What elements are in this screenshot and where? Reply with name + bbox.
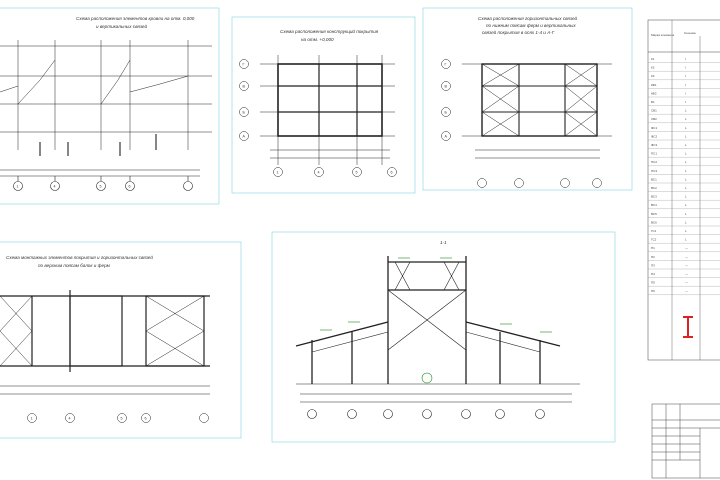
bl-axis-label: 6 bbox=[144, 416, 147, 421]
spec-section: — bbox=[685, 246, 688, 251]
spec-section: — bbox=[685, 263, 688, 268]
spec-table bbox=[648, 20, 720, 360]
view-bottom-left-title-1: Схема монтажных элементов покрытия и горизонтальных связей bbox=[6, 255, 153, 260]
spec-mark: П1 bbox=[651, 246, 655, 251]
spec-mark: ПС3 bbox=[651, 168, 657, 173]
spec-section: I bbox=[685, 100, 686, 104]
view-top-left-title-2: и вертикальных связей bbox=[96, 24, 148, 29]
spec-section: L bbox=[685, 108, 687, 113]
tm-axis-label: Г bbox=[242, 62, 245, 67]
spec-mark: К3 bbox=[651, 74, 655, 79]
spec-mark: ВС3 bbox=[651, 194, 657, 199]
tm-axis-label: 4 bbox=[317, 170, 320, 175]
section-1-1 bbox=[272, 232, 615, 442]
spec-mark: К1 bbox=[651, 57, 655, 61]
view-top-left-title-1: Схема расположения элементов кровли на отм. 0,000 bbox=[76, 16, 195, 21]
spec-mark: ФС3 bbox=[651, 143, 658, 147]
spec-section: I bbox=[685, 65, 686, 70]
spec-section: L bbox=[685, 220, 687, 225]
view-top-right-title-1: Схема расположения горизонтальных связей bbox=[478, 16, 578, 21]
view-top-left bbox=[0, 8, 219, 204]
view-top-right bbox=[423, 8, 632, 190]
section-title: 1-1 bbox=[440, 240, 447, 245]
spec-mark: ВС5 bbox=[651, 211, 657, 216]
spec-mark: ФС2 bbox=[651, 134, 658, 139]
spec-header-mark: Марка элемента bbox=[651, 33, 675, 37]
spec-section: L bbox=[685, 125, 687, 130]
tm-axis-label: А bbox=[242, 134, 245, 139]
spec-section: L bbox=[685, 186, 687, 190]
spec-mark: ВС6 bbox=[651, 220, 657, 225]
spec-mark: К2 bbox=[651, 65, 655, 70]
bl-axis-label: 4 bbox=[68, 416, 71, 421]
spec-mark: П6 bbox=[651, 289, 655, 294]
spec-mark: П5 bbox=[651, 280, 655, 285]
spec-section: — bbox=[685, 254, 688, 259]
spec-mark: ГС2 bbox=[651, 237, 657, 242]
spec-section: L bbox=[685, 168, 687, 173]
spec-mark: ПС1 bbox=[651, 151, 657, 156]
tm-axis-label: В bbox=[242, 84, 245, 89]
spec-section: L bbox=[685, 117, 687, 122]
spec-mark: ВС1 bbox=[651, 177, 657, 182]
spec-mark: КФ2 bbox=[651, 91, 657, 96]
spec-section: L bbox=[685, 143, 687, 147]
spec-section: L bbox=[685, 151, 687, 156]
spec-mark: СВ1 bbox=[651, 108, 657, 113]
tm-axis-label: 5 bbox=[355, 170, 358, 175]
view-bottom-left bbox=[0, 242, 241, 438]
view-top-mid-title-2: на отм. +0,000 bbox=[301, 37, 334, 42]
spec-mark: ВС2 bbox=[651, 186, 657, 190]
bl-axis-label: 1 bbox=[30, 416, 33, 421]
tl-axis-label: 5 bbox=[99, 184, 102, 189]
spec-section: L bbox=[685, 134, 687, 139]
bl-axis-label: 5 bbox=[120, 416, 123, 421]
view-bottom-left-title-2: по верхним поясам балок и ферм bbox=[38, 263, 110, 268]
spec-mark: Б1 bbox=[651, 100, 655, 104]
spec-section: L bbox=[685, 203, 687, 208]
spec-section: L bbox=[685, 194, 687, 199]
tr-axis-label: Б bbox=[444, 110, 447, 115]
tl-axis-label: 6 bbox=[128, 184, 131, 189]
spec-header-section: Сечение bbox=[684, 31, 696, 35]
tm-axis-label: 6 bbox=[390, 170, 393, 175]
spec-section: — bbox=[685, 280, 688, 285]
tr-axis-label: В bbox=[444, 84, 447, 89]
tr-axis-label: А bbox=[444, 134, 447, 139]
spec-section: L bbox=[685, 177, 687, 182]
spec-mark: КФ1 bbox=[651, 82, 657, 87]
view-top-mid bbox=[232, 17, 415, 193]
tm-axis-label: Б bbox=[242, 110, 245, 115]
spec-section: L bbox=[685, 229, 687, 233]
spec-mark: ВС4 bbox=[651, 203, 657, 208]
spec-section: — bbox=[685, 272, 688, 276]
tr-axis-label: Г bbox=[444, 62, 447, 67]
spec-section: L bbox=[685, 160, 687, 165]
spec-section: I bbox=[685, 91, 686, 96]
tl-axis-label: 4 bbox=[53, 184, 56, 189]
view-top-right-title-3: связей покрытия в осях 1-4 и А-Г bbox=[482, 30, 555, 35]
spec-section: — bbox=[685, 289, 688, 294]
view-top-right-title-2: по нижним поясам ферм и вертикальных bbox=[486, 23, 576, 28]
spec-mark: ФС1 bbox=[651, 125, 658, 130]
title-block bbox=[652, 404, 720, 478]
spec-section: L bbox=[685, 237, 687, 242]
beam-section-icon bbox=[683, 316, 693, 338]
spec-mark: П2 bbox=[651, 254, 655, 259]
spec-rows bbox=[648, 57, 720, 295]
spec-section: L bbox=[685, 211, 687, 216]
spec-mark: ПС2 bbox=[651, 160, 657, 165]
spec-section: I bbox=[685, 57, 686, 61]
spec-mark: ГС1 bbox=[651, 229, 657, 233]
spec-mark: СВ2 bbox=[651, 117, 657, 122]
spec-mark: П4 bbox=[651, 272, 655, 276]
view-top-mid-title-1: Схема расположения конструкций покрытия bbox=[280, 29, 379, 34]
tm-axis-label: 1 bbox=[276, 170, 279, 175]
spec-section: I bbox=[685, 74, 686, 79]
tl-axis-label: 1 bbox=[16, 184, 19, 189]
spec-mark: П3 bbox=[651, 263, 655, 268]
spec-section: I bbox=[685, 82, 686, 87]
